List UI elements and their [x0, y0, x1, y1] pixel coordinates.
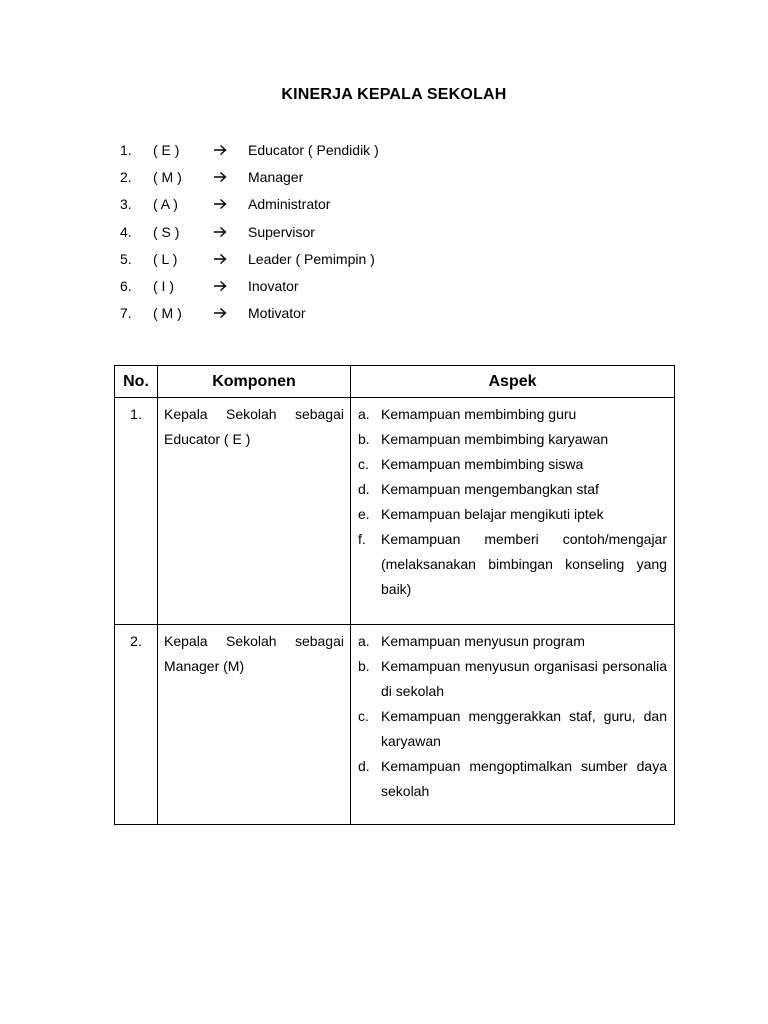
aspek-text: Kemampuan mengoptimalkan sumber daya sekolah — [381, 758, 667, 799]
item-code: ( M ) — [153, 305, 182, 322]
right-arrow-icon — [213, 167, 229, 187]
aspek-item — [358, 452, 667, 477]
aspek-text: Kemampuan mengembangkan staf — [381, 481, 599, 497]
aspek-item — [358, 502, 667, 527]
aspek-list — [351, 625, 674, 824]
table-row — [115, 398, 675, 625]
item-code: ( M ) — [153, 169, 182, 186]
aspek-label: d. — [358, 758, 370, 774]
row-number: 1. — [130, 406, 142, 422]
right-arrow-icon — [213, 194, 229, 214]
aspek-text: Kemampuan menyusun organisasi personalia di sekolah — [381, 658, 667, 699]
aspek-item — [358, 477, 667, 502]
item-number: 6. — [120, 277, 132, 294]
aspek-label: a. — [358, 633, 370, 649]
item-number: 7. — [120, 305, 132, 322]
komponen-cell: Kepala Sekolah sebagai Manager (M) — [164, 633, 344, 674]
aspek-item — [358, 629, 667, 654]
item-number: 2. — [120, 169, 132, 186]
aspek-text: Kemampuan menyusun program — [381, 633, 585, 649]
row-number: 2. — [130, 633, 142, 649]
header-no: No. — [115, 366, 158, 398]
aspek-label: b. — [358, 658, 370, 674]
aspek-item — [358, 527, 667, 602]
aspek-label: b. — [358, 431, 370, 447]
aspek-item — [358, 654, 667, 704]
aspek-text: Kemampuan membimbing guru — [381, 406, 577, 422]
item-code: ( A ) — [153, 196, 178, 213]
item-description: Educator ( Pendidik ) — [248, 142, 379, 158]
item-description: Inovator — [248, 277, 299, 294]
aspek-label: f. — [358, 531, 366, 547]
item-description: Administrator — [248, 196, 331, 213]
aspek-item — [358, 402, 667, 427]
header-aspek: Aspek — [351, 366, 675, 398]
aspek-item — [358, 427, 667, 452]
aspek-text: Kemampuan belajar mengikuti iptek — [381, 506, 604, 522]
item-code: ( L ) — [153, 250, 178, 267]
item-description: Motivator — [248, 305, 306, 322]
page-title: KINERJA KEPALA SEKOLAH — [281, 86, 507, 103]
item-number: 4. — [120, 223, 132, 240]
item-number: 5. — [120, 250, 132, 267]
aspek-text: Kemampuan membimbing karyawan — [381, 431, 609, 447]
table-header-row — [115, 366, 675, 398]
right-arrow-icon — [213, 276, 229, 296]
component-table — [114, 365, 675, 825]
item-number: 3. — [120, 196, 132, 213]
item-description: Leader ( Pemimpin ) — [248, 250, 375, 267]
right-arrow-icon — [213, 249, 229, 269]
aspek-list — [351, 398, 674, 624]
item-code: ( E ) — [153, 142, 180, 158]
header-komponen: Komponen — [158, 366, 351, 398]
right-arrow-icon — [213, 303, 229, 323]
aspek-text: Kemampuan membimbing siswa — [381, 456, 584, 472]
aspek-text: Kemampuan menggerakkan staf, guru, dan karyawan — [381, 708, 667, 749]
right-arrow-icon — [213, 222, 229, 242]
item-code: ( I ) — [153, 277, 174, 294]
komponen-cell: Kepala Sekolah sebagai Educator ( E ) — [164, 406, 344, 447]
aspek-label: c. — [358, 456, 369, 472]
right-arrow-icon — [213, 140, 229, 160]
item-code: ( S ) — [153, 223, 180, 240]
item-description: Supervisor — [248, 223, 315, 240]
table-row — [115, 625, 675, 825]
aspek-label: e. — [358, 506, 370, 522]
aspek-label: a. — [358, 406, 370, 422]
aspek-item — [358, 704, 667, 754]
item-number: 1. — [120, 142, 132, 158]
aspek-label: c. — [358, 708, 369, 724]
aspek-text: Kemampuan memberi contoh/mengajar (melaksanakan bimbingan konseling yang baik) — [381, 531, 667, 597]
aspek-label: d. — [358, 481, 370, 497]
aspek-item — [358, 754, 667, 804]
item-description: Manager — [248, 169, 304, 186]
